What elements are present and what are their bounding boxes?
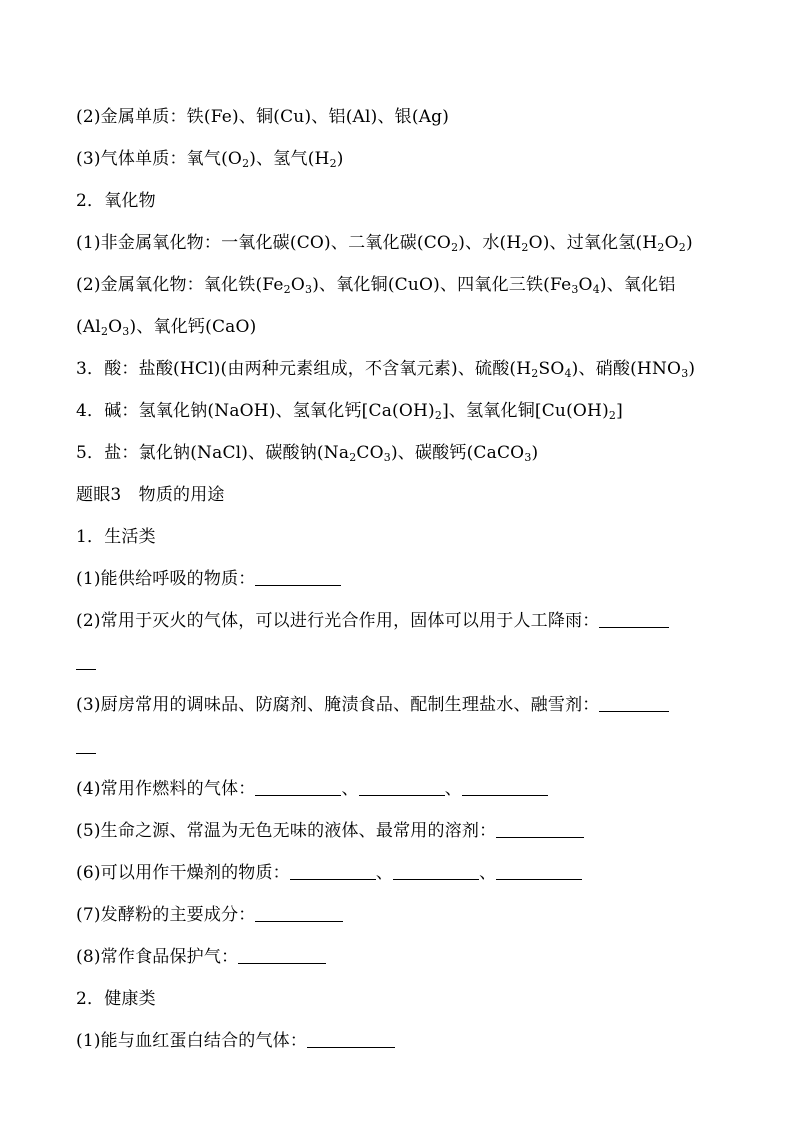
- question-breathing: (1)能供给呼吸的物质：: [76, 568, 341, 590]
- health-category-heading: 2．健康类: [76, 989, 156, 1009]
- metal-oxides-line-continued: $(Al_2O_3)$、氧化钙(CaO): [76, 317, 257, 338]
- answer-blank[interactable]: [76, 737, 96, 754]
- answer-blank[interactable]: [462, 779, 548, 796]
- question-kitchen-seasoning: (3)厨房常用的调味品、防腐剂、腌渍食品、配制生理盐水、融雪剂：: [76, 694, 669, 716]
- answer-blank[interactable]: [599, 695, 669, 712]
- answer-blank[interactable]: [255, 569, 341, 586]
- answer-blank[interactable]: [290, 863, 376, 880]
- answer-blank[interactable]: [76, 653, 96, 670]
- question-hemoglobin-gas: (1)能与血红蛋白结合的气体：: [76, 1030, 395, 1052]
- section-title-uses: 题眼3 物质的用途: [76, 485, 225, 505]
- answer-blank[interactable]: [496, 821, 584, 838]
- answer-blank[interactable]: [255, 779, 341, 796]
- answer-blank[interactable]: [359, 779, 445, 796]
- answer-blank-wrap: [76, 652, 96, 674]
- answer-blank[interactable]: [599, 611, 669, 628]
- gas-elements-line: (3)气体单质：氧气$(O_2)$、氢气$(H_2)$: [76, 149, 344, 170]
- question-desiccants: (6)可以用作干燥剂的物质： 、 、: [76, 862, 582, 884]
- nonmetal-oxides-line: (1)非金属氧化物：一氧化碳(CO)、二氧化碳$(CO_2)$、水$(H_2O)$、过氧化氢$(H_2O_2)$: [76, 233, 693, 254]
- answer-blank[interactable]: [255, 905, 343, 922]
- metal-elements-line: (2)金属单质：铁(Fe)、铜(Cu)、铝(Al)、银(Ag): [76, 107, 450, 127]
- metal-oxides-line: (2)金属氧化物：氧化铁$(Fe_2O_3)$、氧化铜(CuO)、四氧化三铁$(Fe_3O_4)$、氧化铝: [76, 275, 676, 296]
- salts-line: 5．盐：氯化钠(NaCl)、碳酸钠$(Na_2CO_3)$、碳酸钙(CaCO$_3$): [76, 443, 539, 464]
- answer-blank[interactable]: [307, 1031, 395, 1048]
- question-food-protective-gas: (8)常作食品保护气：: [76, 946, 326, 968]
- life-category-heading: 1．生活类: [76, 527, 156, 547]
- question-baking-powder: (7)发酵粉的主要成分：: [76, 904, 343, 926]
- question-source-of-life: (5)生命之源、常温为无色无味的液体、最常用的溶剂：: [76, 820, 584, 842]
- answer-blank-wrap: [76, 736, 96, 758]
- answer-blank[interactable]: [496, 863, 582, 880]
- answer-blank[interactable]: [238, 947, 326, 964]
- answer-blank[interactable]: [393, 863, 479, 880]
- bases-line: 4．碱：氢氧化钠(NaOH)、氢氧化钙$[Ca(OH)_2]$、氢氧化铜$[Cu(OH)_2]$: [76, 401, 623, 422]
- question-fuel-gases: (4)常用作燃料的气体： 、 、: [76, 778, 548, 800]
- question-fire-extinguishing-gas: (2)常用于灭火的气体，可以进行光合作用，固体可以用于人工降雨：: [76, 610, 669, 632]
- acids-line: 3．酸：盐酸(HCl)(由两种元素组成，不含氧元素)、硫酸$(H_2SO_4)$、硝酸$(HNO_3)$: [76, 359, 696, 380]
- oxides-heading: 2．氧化物: [76, 191, 156, 211]
